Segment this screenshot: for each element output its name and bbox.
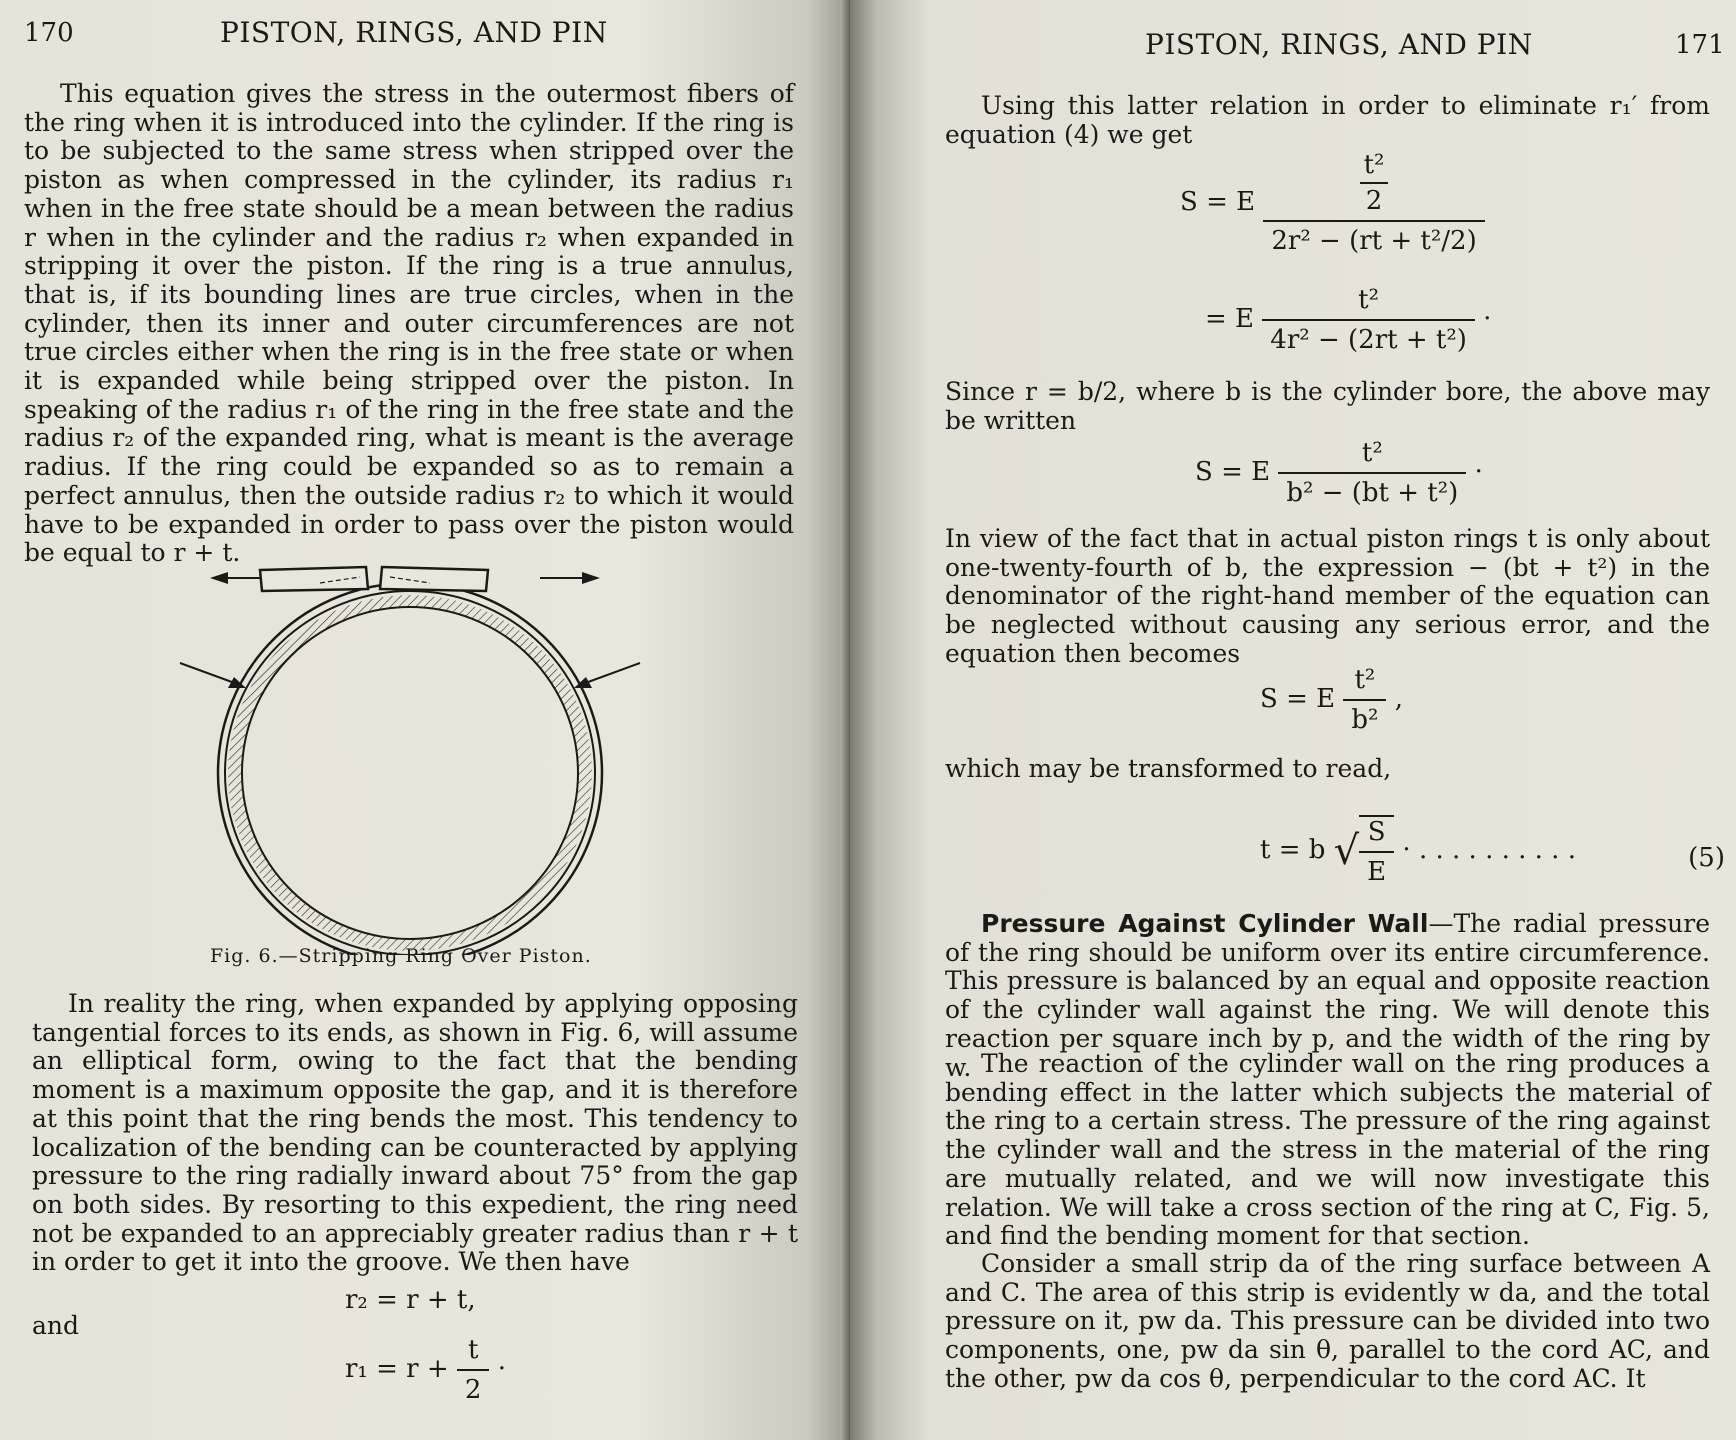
- equation: [345, 1335, 506, 1405]
- denominator: b² − (bt + t²): [1286, 478, 1459, 508]
- equation-end: ,: [1394, 684, 1403, 714]
- and-label: and: [32, 1311, 80, 1340]
- section-text: —The radial pressure of the ring should be uniform over its entire circumference. This pressure is balanced by an equal and opposite reaction of the cylinder wall against the ring. We will denote this reaction per square inch by p, and the width of the ring by w.: [945, 909, 1711, 1082]
- page-number: 171: [1675, 30, 1725, 60]
- paragraph: In view of the fact that in actual piston rings t is only about one-twenty-fourth of b, the expression − (bt + t²) in the denominator of the right-hand member of the equation can be neglected without causing any serious error, and the equation then becomes: [945, 524, 1710, 668]
- equation: [1180, 150, 1485, 256]
- equation: r₂ = r + t,: [345, 1285, 476, 1315]
- equation-lhs: S = E: [1260, 684, 1336, 714]
- left-page: [0, 0, 850, 1440]
- fraction: [1263, 150, 1484, 256]
- numerator: t: [457, 1335, 490, 1371]
- right-page: [850, 0, 1736, 1440]
- equation: [1260, 815, 1725, 887]
- section-heading: Pressure Against Cylinder Wall: [981, 909, 1429, 938]
- equation-end: ·: [1474, 457, 1483, 487]
- equation-lhs: S = E: [1195, 457, 1271, 487]
- numerator: t²: [1262, 285, 1475, 321]
- equation-lhs: r₁ = r +: [345, 1354, 449, 1384]
- fraction: [1343, 665, 1386, 735]
- denominator: 2: [464, 1375, 482, 1405]
- numerator: t²: [1343, 665, 1386, 701]
- paragraph: Since r = b/2, where b is the cylinder bore, the above may be written: [945, 377, 1710, 435]
- figure-caption: Fig. 6.—Stripping Ring Over Piston.: [210, 945, 592, 967]
- fraction: [1278, 438, 1466, 508]
- numerator: S: [1359, 817, 1394, 853]
- fraction: [457, 1335, 490, 1405]
- stripping-ring-figure: [170, 555, 650, 955]
- equation: [1205, 285, 1491, 355]
- fraction: [1359, 815, 1394, 887]
- equation-lhs: S = E: [1180, 187, 1256, 217]
- equation-end: ·: [1483, 304, 1492, 334]
- dot-leader: · . . . . . . . . . .: [1402, 835, 1576, 865]
- numerator: t²: [1360, 150, 1389, 184]
- numerator: t²: [1278, 438, 1466, 474]
- paragraph: Consider a small strip da of the ring surface between A and C. The area of this strip is evidently w da, and the total pressure on it, pw da. This pressure can be divided into two components, one, pw da sin θ, parallel to the cord AC, and the other, pw da cos θ, perpendicular to the cord AC. It: [945, 1249, 1710, 1393]
- equation: [1195, 438, 1483, 508]
- running-head: PISTON, RINGS, AND PIN: [1145, 28, 1533, 61]
- paragraph: This equation gives the stress in the outermost fibers of the ring when it is introduced into the cylinder. If the ring is to be subjected to the same stress when stripped over the piston as when compressed in the cylinder, its radius r₁ when in the free state should be a mean between the radius r when in the cylinder and the radius r₂ when expanded in stripping it over the piston. If the ring is a true annulus, that is, if its bounding lines are true circles, when in the cylinder, then its inner and outer circumferences are not true circles either when the ring is in the free state or when it is expanded while being stripped over the piston. In speaking of the radius r₁ of the ring in the free state and the radius r₂ of the expanded ring, what is meant is the average radius. If the ring could be expanded so as to remain a perfect annulus, then the outside radius r₂ to which it would have to be expanded in order to pass over the piston would be equal to r + t.: [24, 79, 794, 568]
- equation-end: ·: [497, 1354, 506, 1384]
- equation: [1260, 665, 1403, 735]
- sqrt-sign: √: [1333, 828, 1360, 874]
- denominator: 4r² − (2rt + t²): [1270, 325, 1467, 355]
- running-head: PISTON, RINGS, AND PIN: [220, 16, 608, 49]
- equation-lhs: = E: [1205, 304, 1255, 334]
- numerator: [1263, 150, 1484, 222]
- paragraph: which may be transformed to read,: [945, 754, 1392, 783]
- equation-label: (5): [1688, 843, 1725, 873]
- paragraph: In reality the ring, when expanded by applying opposing tangential forces to its ends, as shown in Fig. 6, will assume an elliptical form, owing to the fact that the bending moment is a maximum opposite the gap, and it is therefore at this point that the ring bends the most. This tendency to localization of the bending can be counteracted by applying pressure to the ring radially inward about 75° from the gap on both sides. By resorting to this expedient, the ring need not be expanded to an appreciably greater radius than r + t in order to get it into the groove. We then have: [32, 989, 798, 1277]
- denominator: b²: [1351, 705, 1379, 735]
- denominator: 2: [1365, 186, 1383, 216]
- paragraph: Using this latter relation in order to eliminate r₁′ from equation (4) we get: [945, 91, 1710, 149]
- paragraph: The reaction of the cylinder wall on the ring produces a bending effect in the latter which subjects the material of the ring to a certain stress. The pressure of the ring against the cylinder wall and the stress in the material of the ring are mutually related, and we will now investigate this relation. We will take a cross section of the ring at C, Fig. 5, and find the bending moment for that section.: [945, 1049, 1710, 1251]
- equation-lhs: t = b: [1260, 835, 1326, 865]
- fraction: [1262, 285, 1475, 355]
- inner-fraction: [1360, 150, 1389, 216]
- page-number: 170: [24, 18, 74, 48]
- denominator: E: [1367, 857, 1387, 887]
- denominator: 2r² − (rt + t²/2): [1271, 226, 1477, 256]
